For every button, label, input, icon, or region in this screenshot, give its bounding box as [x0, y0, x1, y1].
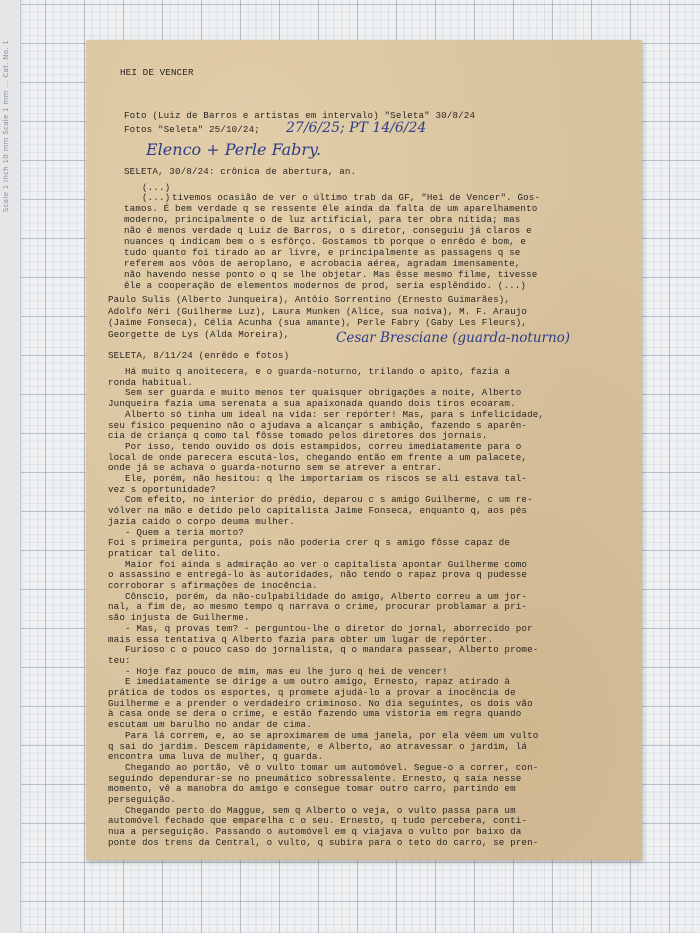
p1-line: não é menos verdade q Luiz de Barros, o s diretor, conseguiu já claros e: [124, 225, 532, 236]
ellipsis-2: (...): [142, 192, 171, 203]
syn-line: E imediatamente se dirige a um outro amigo, Ernesto, rapaz atirado à: [108, 676, 511, 688]
syn-line: Para lá correm, e, ao se aproximarem de uma janela, por ela vêem um vulto: [108, 729, 539, 741]
syn-line: Ele, porém, não hesitou: q lhe importariam os riscos se ali estava tal-: [108, 473, 528, 484]
cast-handwritten-addition: Cesar Bresciane (guarda-noturno): [336, 330, 571, 346]
photo-line-1: Foto (Luiz de Barros e artistas em intervalo) "Seleta" 30/8/24: [124, 110, 476, 121]
syn-line: praticar tal delito.: [108, 547, 222, 559]
syn-line: prática de todos os esportes, q promete ajudá-lo a provar a inocência de: [108, 687, 516, 698]
syn-line: Guilherme e a prender o verdadeiro criminoso. No dia seguintes, os dois vão: [108, 697, 533, 709]
syn-line: momento, vê a manobra do amigo e consegue tomar outro carro, partindo em: [108, 783, 516, 795]
syn-line: - Quem a teria morto?: [108, 526, 244, 538]
typewritten-sheet: [86, 40, 642, 860]
p1-line: moderno, principalmente o de luz artificial, para ter obra nítida; mas: [124, 214, 521, 225]
syn-line: Foi s primeira pergunta, pois não poderia crer q s amigo fôsse capaz de: [108, 537, 511, 549]
graph-paper-margin-strip: [0, 0, 21, 933]
syn-line: - Hoje faz pouco de mim, mas eu lhe juro q hei de vencer!: [108, 665, 448, 677]
syn-line: vez s oportunidade?: [108, 483, 216, 495]
syn-line: Maior foi ainda s admiração ao ver o capitalista apontar Guilherme como: [108, 558, 528, 570]
syn-line: Chegando ao portão, vê o vulto tomar um automóvel. Segue-o a correr, con-: [108, 761, 539, 773]
syn-line: Por isso, tendo ouvido os dois estampidos, correu imediatamente para o: [108, 440, 522, 452]
p1-line: referem aos vôos de aeroplano, e acrobacia aérea, agradam imensamente,: [124, 258, 521, 269]
cast-line: Adolfo Néri (Guilherme Luz), Laura Munken (Alice, sua noiva), M. F. Araujo: [108, 305, 528, 317]
graph-paper-label: Scale 1 Inch 10 mm Scale 1 mm ... Cat. No. 1: [2, 40, 10, 213]
syn-line: ponte dos trens da Central, o vulto, q subira para o teto do carro, se pren-: [108, 836, 539, 848]
syn-line: Com efeito, no interior do prédio, deparou c s amigo Guilherme, c um re-: [108, 494, 533, 506]
syn-line: à casa onde se dera o crime, e estão fazendo uma vistoria em regra quando: [108, 708, 522, 720]
p1-line: tudo quanto foi tirado ao ar livre, e principalmente as passagens q se: [124, 247, 521, 258]
syn-line: são injusta de Guilherme.: [108, 612, 250, 624]
syn-line: corroborar s afirmações de inocência.: [108, 580, 318, 591]
syn-line: jazia caído o corpo deuma mulher.: [108, 515, 295, 527]
cast-line: Georgette de Lys (Alda Moreira),: [108, 328, 290, 340]
p1-line: não havendo nesse ponto o q se lhe objetar. Mas êsse mesmo filme, tivesse: [124, 269, 538, 280]
elenco-handwritten-note: Elenco + Perle Fabry.: [146, 140, 322, 159]
syn-line: teu:: [108, 654, 131, 666]
syn-line: onde já se achava o guarda-noturno sem se atrever a entrar.: [108, 462, 443, 474]
photo-dates-handwritten: 27/6/25; PT 14/6/24: [286, 120, 427, 136]
syn-line: perseguição.: [108, 794, 176, 805]
seleta-heading-1: SELETA, 30/8/24: crônica de abertura, an.: [124, 166, 357, 177]
p1-line: nuances q indicam bem o s esfôrço. Gostamos tb porque o enrêdo é bom, e: [124, 236, 527, 247]
p1-line: tamos. É bem verdade q se ressente êle ainda da falta de um aparelhamento: [124, 203, 538, 214]
syn-line: Há muito q anoitecera, e o guarda-noturno, trilando o apito, fazia a: [108, 366, 511, 377]
ellipsis-1: (...): [142, 182, 171, 193]
document-title: HEI DE VENCER: [120, 67, 194, 78]
syn-line: cia de criança q como tal fôsse tomado pelos diretores dos jornais.: [108, 430, 488, 442]
syn-line: nal, a fim de, ao mesmo tempo q narrava o crime, procurar problamar a pri-: [108, 601, 528, 613]
p1-line: êle a cooperação de elementos modernos de prod, seria esplêndido. (...): [124, 280, 527, 291]
syn-line: Chegando perto do Maggue, sem q Alberto o veja, o vulto passa para um: [108, 804, 516, 816]
syn-line: o assassino e entregá-lo às autoridades, não tendo o rapaz prova q pudesse: [108, 569, 528, 581]
syn-line: encontra uma luva de mulher, q guarda.: [108, 751, 324, 763]
syn-line: Cônscio, porém, da não-culpabilidade do amigo, Alberto correu a um jor-: [108, 590, 528, 602]
syn-line: ronda habitual.: [108, 376, 193, 388]
photo-line-2: Fotos "Seleta" 25/10/24;: [124, 124, 260, 135]
syn-line: Sem ser guarda e muito menos ter quaisquer obrigações a noite, Alberto: [108, 387, 522, 399]
p1-line: tivemos ocasião de ver o último trab da GF, "Hei de Vencer". Gos-: [172, 192, 541, 203]
syn-line: Furioso c o pouco caso do jornalista, q o mandara passear, Alberto prome-: [108, 644, 539, 656]
syn-line: escutam um barulho no andar de cima.: [108, 719, 312, 731]
syn-line: Junqueira fazia uma serenata a sua apaixonada quando dois tiros ecoaram.: [108, 398, 516, 410]
seleta-heading-2: SELETA, 8/11/24 (enrêdo e fotos): [108, 350, 290, 361]
syn-line: mais essa tentativa q Alberto fazia para obter um lugar de repórter.: [108, 633, 494, 645]
cast-line: (Jaime Fonseca), Célia Acunha (sua amante), Perle Fabry (Gaby Les Fleurs),: [108, 317, 528, 328]
syn-line: seguindo dependurar-se no pneumático sobressalente. Ernesto, q saía nesse: [108, 772, 522, 784]
syn-line: nua a perseguição. Passando o automóvel em q viajava o vulto por baixo da: [108, 826, 522, 838]
syn-line: vólver na mão e detido pelo capitalista Jaime Fonseca, enquanto q, aos pés: [108, 505, 528, 517]
syn-line: seu físico pequenino não o ajudava a alcançar s ambição, fazendo s aparên-: [108, 419, 528, 431]
syn-line: - Mas, q provas tem? - perguntou-lhe o diretor do jornal, aborrecido por: [108, 622, 533, 634]
syn-line: local de onde parecera escutá-los, chegando então em frente a um palacete,: [108, 451, 528, 463]
syn-line: Alberto só tinha um ideal na vida: ser repórter! Mas, para s infelicidade,: [108, 408, 545, 420]
syn-line: automóvel fechado que emparelha c o seu. Ernesto, q tudo percebera, conti-: [108, 815, 528, 827]
syn-line: q sai do jardim. Descem ràpidamente, e Alberto, ao atravessar o jardim, lá: [108, 740, 528, 752]
cast-line: Paulo Sulis (Alberto Junqueira), Antôio Sorrentino (Ernesto Guimarães),: [108, 294, 511, 305]
